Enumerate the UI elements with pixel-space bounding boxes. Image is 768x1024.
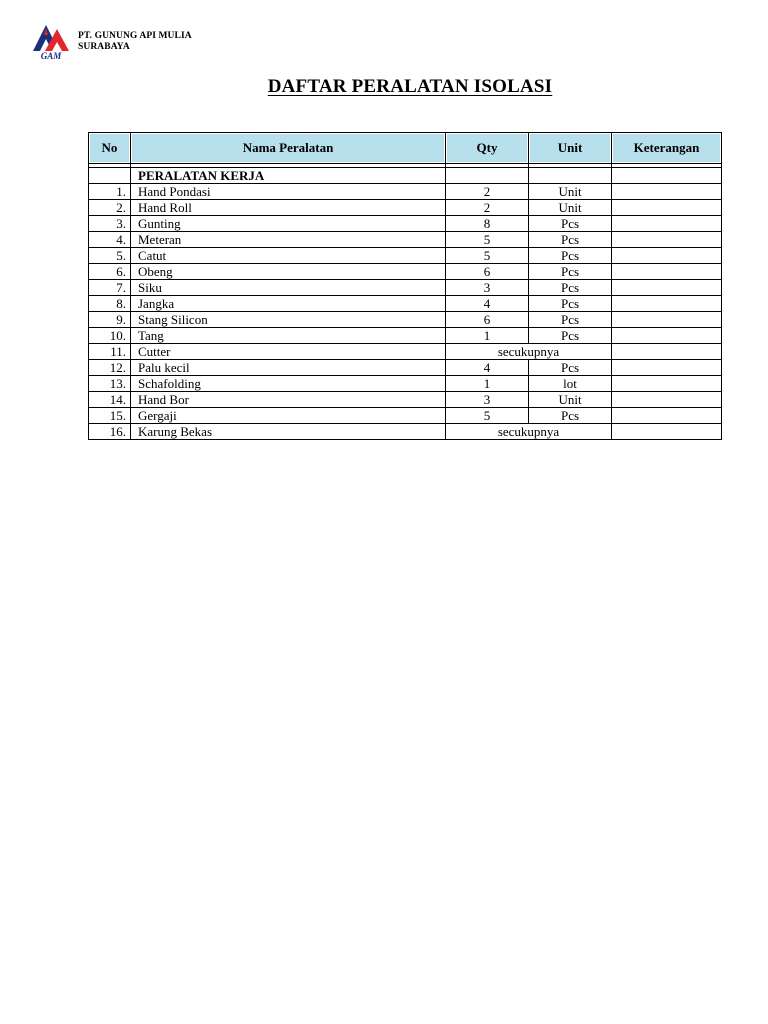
equipment-name: Catut bbox=[131, 248, 446, 264]
row-number: 10. bbox=[89, 328, 131, 344]
equipment-name: Stang Silicon bbox=[131, 312, 446, 328]
equipment-name: Siku bbox=[131, 280, 446, 296]
gam-mountain-logo-icon bbox=[31, 22, 71, 60]
notes bbox=[612, 296, 722, 312]
column-header-unit: Unit bbox=[529, 133, 612, 164]
section-no-cell bbox=[89, 168, 131, 184]
unit: Pcs bbox=[529, 360, 612, 376]
company-city: SURABAYA bbox=[78, 42, 130, 52]
row-number: 1. bbox=[89, 184, 131, 200]
notes bbox=[612, 280, 722, 296]
quantity: 5 bbox=[446, 248, 529, 264]
table-row bbox=[89, 232, 722, 248]
equipment-table bbox=[88, 132, 722, 440]
row-number: 8. bbox=[89, 296, 131, 312]
unit: Pcs bbox=[529, 280, 612, 296]
row-number: 15. bbox=[89, 408, 131, 424]
notes bbox=[612, 424, 722, 440]
row-number: 2. bbox=[89, 200, 131, 216]
quantity-merged: secukupnya bbox=[446, 424, 612, 440]
equipment-name: Obeng bbox=[131, 264, 446, 280]
unit: Unit bbox=[529, 200, 612, 216]
row-number: 6. bbox=[89, 264, 131, 280]
notes bbox=[612, 200, 722, 216]
equipment-name: Schafolding bbox=[131, 376, 446, 392]
company-name: PT. GUNUNG API MULIA bbox=[78, 31, 192, 41]
section-title: PERALATAN KERJA bbox=[131, 168, 446, 184]
document-title: DAFTAR PERALATAN ISOLASI bbox=[267, 76, 553, 97]
table-row bbox=[89, 392, 722, 408]
table-row bbox=[89, 312, 722, 328]
notes bbox=[612, 392, 722, 408]
section-notes-cell bbox=[612, 168, 722, 184]
row-number: 5. bbox=[89, 248, 131, 264]
row-number: 11. bbox=[89, 344, 131, 360]
unit: Pcs bbox=[529, 328, 612, 344]
table-row bbox=[89, 184, 722, 200]
unit: Pcs bbox=[529, 248, 612, 264]
column-header-no: No bbox=[89, 133, 131, 164]
section-qty-cell bbox=[446, 168, 529, 184]
quantity: 5 bbox=[446, 408, 529, 424]
row-number: 12. bbox=[89, 360, 131, 376]
quantity: 8 bbox=[446, 216, 529, 232]
notes bbox=[612, 312, 722, 328]
table-row bbox=[89, 408, 722, 424]
table-row bbox=[89, 328, 722, 344]
equipment-name: Meteran bbox=[131, 232, 446, 248]
unit: Pcs bbox=[529, 232, 612, 248]
notes bbox=[612, 248, 722, 264]
equipment-name: Tang bbox=[131, 328, 446, 344]
table-row bbox=[89, 216, 722, 232]
row-number: 3. bbox=[89, 216, 131, 232]
row-number: 4. bbox=[89, 232, 131, 248]
section-unit-cell bbox=[529, 168, 612, 184]
table-row bbox=[89, 296, 722, 312]
equipment-name: Hand Bor bbox=[131, 392, 446, 408]
unit: Unit bbox=[529, 392, 612, 408]
unit: Pcs bbox=[529, 264, 612, 280]
letterhead bbox=[31, 22, 192, 60]
quantity: 1 bbox=[446, 328, 529, 344]
quantity-merged: secukupnya bbox=[446, 344, 612, 360]
notes bbox=[612, 328, 722, 344]
column-header-qty: Qty bbox=[446, 133, 529, 164]
quantity: 2 bbox=[446, 184, 529, 200]
quantity: 6 bbox=[446, 312, 529, 328]
equipment-name: Gunting bbox=[131, 216, 446, 232]
notes bbox=[612, 232, 722, 248]
unit: lot bbox=[529, 376, 612, 392]
table-row bbox=[89, 248, 722, 264]
unit: Pcs bbox=[529, 408, 612, 424]
row-number: 16. bbox=[89, 424, 131, 440]
quantity: 3 bbox=[446, 280, 529, 296]
notes bbox=[612, 264, 722, 280]
company-block bbox=[78, 31, 192, 53]
unit: Pcs bbox=[529, 296, 612, 312]
row-number: 13. bbox=[89, 376, 131, 392]
logo-text: GAM bbox=[40, 51, 62, 60]
table-row bbox=[89, 200, 722, 216]
equipment-name: Cutter bbox=[131, 344, 446, 360]
equipment-name: Gergaji bbox=[131, 408, 446, 424]
quantity: 6 bbox=[446, 264, 529, 280]
equipment-name: Jangka bbox=[131, 296, 446, 312]
equipment-name: Palu kecil bbox=[131, 360, 446, 376]
notes bbox=[612, 344, 722, 360]
equipment-name: Hand Roll bbox=[131, 200, 446, 216]
quantity: 2 bbox=[446, 200, 529, 216]
unit: Pcs bbox=[529, 312, 612, 328]
table-row bbox=[89, 344, 722, 360]
row-number: 7. bbox=[89, 280, 131, 296]
table-row bbox=[89, 424, 722, 440]
equipment-name: Karung Bekas bbox=[131, 424, 446, 440]
column-header-notes: Keterangan bbox=[612, 133, 722, 164]
quantity: 4 bbox=[446, 360, 529, 376]
table-header-row bbox=[89, 133, 722, 164]
column-header-name: Nama Peralatan bbox=[131, 133, 446, 164]
unit: Pcs bbox=[529, 216, 612, 232]
equipment-name: Hand Pondasi bbox=[131, 184, 446, 200]
table-row bbox=[89, 264, 722, 280]
notes bbox=[612, 184, 722, 200]
notes bbox=[612, 376, 722, 392]
quantity: 3 bbox=[446, 392, 529, 408]
table-row bbox=[89, 376, 722, 392]
notes bbox=[612, 216, 722, 232]
table-row bbox=[89, 280, 722, 296]
quantity: 4 bbox=[446, 296, 529, 312]
notes bbox=[612, 408, 722, 424]
notes bbox=[612, 360, 722, 376]
quantity: 1 bbox=[446, 376, 529, 392]
table-row bbox=[89, 360, 722, 376]
row-number: 14. bbox=[89, 392, 131, 408]
section-row bbox=[89, 168, 722, 184]
unit: Unit bbox=[529, 184, 612, 200]
quantity: 5 bbox=[446, 232, 529, 248]
row-number: 9. bbox=[89, 312, 131, 328]
